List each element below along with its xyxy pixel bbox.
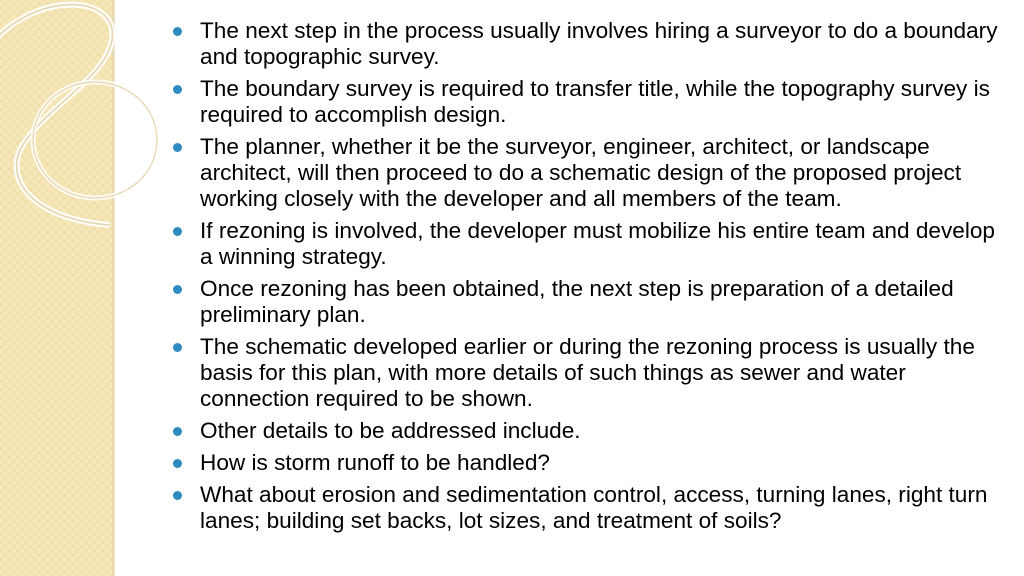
bullet-list [172,18,1002,534]
slide-content [172,18,1002,540]
bullet-dot-icon [173,285,182,294]
bullet-item [172,482,1002,534]
bullet-text: Once rezoning has been obtained, the next step is preparation of a detailed preliminary plan. [200,276,954,327]
bullet-item [172,418,1002,444]
bullet-dot-icon [173,27,182,36]
bullet-dot-icon [173,343,182,352]
bullet-item [172,276,1002,328]
bullet-text: The next step in the process usually involves hiring a surveyor to do a boundary and topographic survey. [200,18,998,69]
bullet-dot-icon [173,491,182,500]
bullet-item [172,134,1002,212]
bullet-text: If rezoning is involved, the developer must mobilize his entire team and develop a winning strategy. [200,218,995,269]
bullet-text: Other details to be addressed include. [200,418,581,443]
bullet-item [172,218,1002,270]
bullet-item [172,18,1002,70]
bullet-dot-icon [173,427,182,436]
bullet-dot-icon [173,85,182,94]
bullet-item [172,334,1002,412]
bullet-dot-icon [173,227,182,236]
bullet-text: What about erosion and sedimentation control, access, turning lanes, right turn lanes; building set backs, lot sizes, and treatment of soils? [200,482,988,533]
bullet-text: The planner, whether it be the surveyor, engineer, architect, or landscape architect, will then proceed to do a schematic design of the proposed project working closely with the developer and all members of the team. [200,134,962,211]
bullet-dot-icon [173,143,182,152]
bullet-text: The boundary survey is required to transfer title, while the topography survey is required to accomplish design. [200,76,990,127]
bullet-text: The schematic developed earlier or during the rezoning process is usually the basis for this plan, with more details of such things as sewer and water connection required to be shown. [200,334,975,411]
bullet-dot-icon [173,459,182,468]
decorative-rings-ornament [0,0,160,230]
bullet-item [172,76,1002,128]
bullet-text: How is storm runoff to be handled? [200,450,550,475]
bullet-item [172,450,1002,476]
